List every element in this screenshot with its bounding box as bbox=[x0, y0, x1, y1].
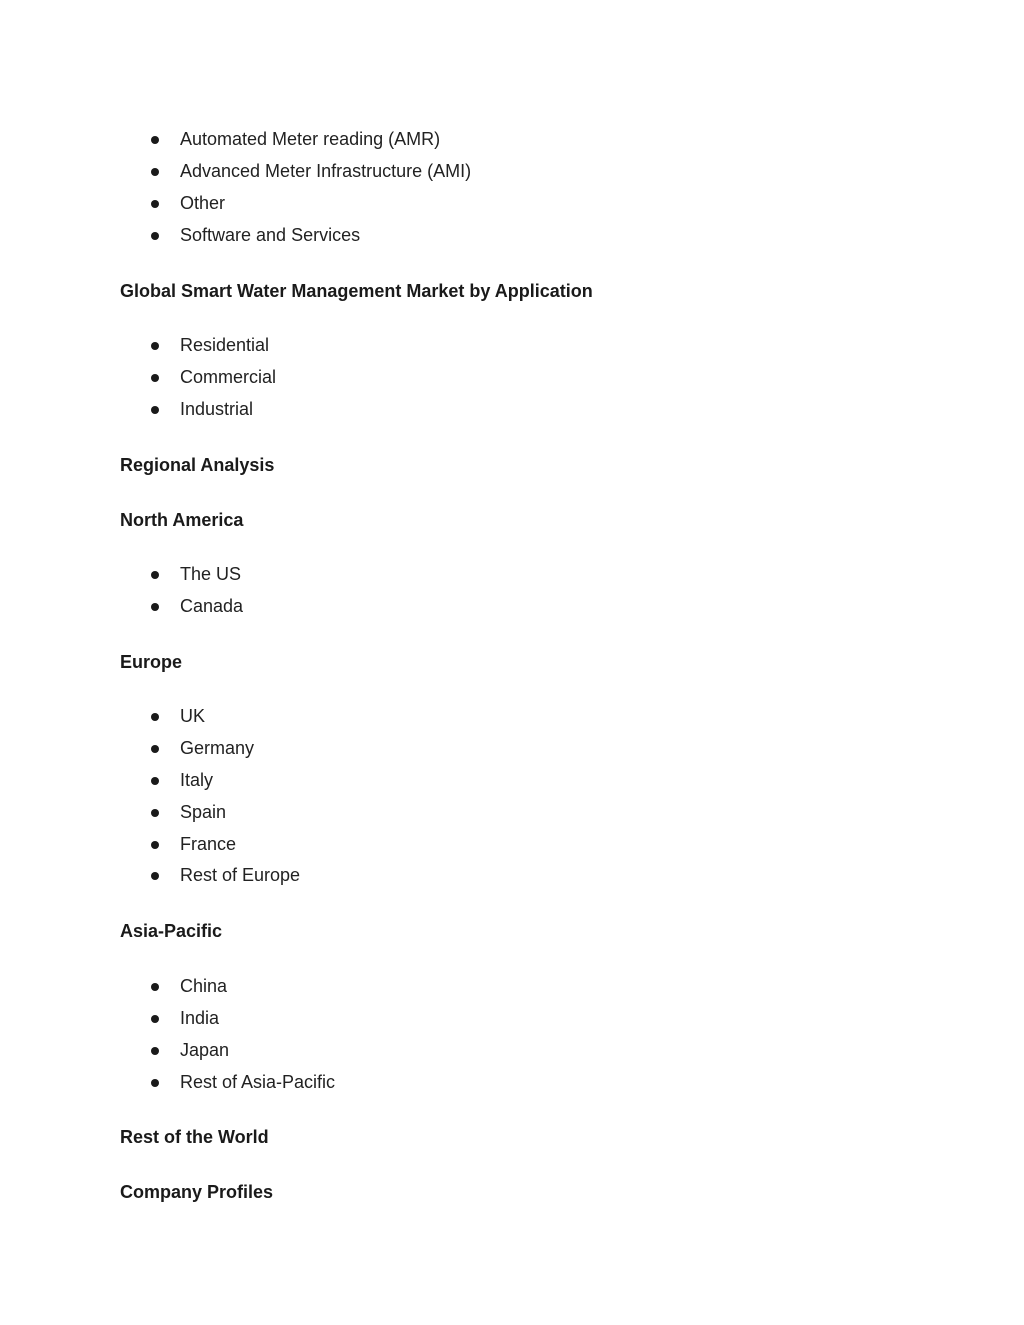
meter-type-list bbox=[0, 124, 471, 252]
list-item-label: Other bbox=[180, 192, 226, 213]
list-item bbox=[0, 330, 276, 362]
company-profiles-heading: Company Profiles bbox=[120, 1182, 274, 1202]
list-item-label: Germany bbox=[180, 737, 255, 758]
bullet-icon bbox=[151, 841, 159, 849]
bullet-icon bbox=[151, 603, 159, 611]
list-item-label: The US bbox=[180, 564, 242, 584]
list-item-label: Italy bbox=[180, 769, 214, 790]
list-item bbox=[0, 220, 471, 252]
list-item-label: France bbox=[180, 833, 237, 854]
list-item-label: India bbox=[180, 1007, 220, 1028]
bullet-icon bbox=[151, 232, 159, 240]
application-heading: Global Smart Water Management Market by Application bbox=[120, 281, 593, 301]
bullet-icon bbox=[151, 983, 159, 991]
list-item-label: Software and Services bbox=[180, 224, 361, 245]
list-item-label: Commercial bbox=[180, 366, 277, 387]
bullet-icon bbox=[151, 713, 159, 721]
bullet-icon bbox=[151, 809, 159, 817]
list-item bbox=[0, 860, 300, 892]
asia-pacific-heading: Asia-Pacific bbox=[120, 921, 223, 941]
list-item bbox=[0, 124, 471, 156]
list-item-label: Residential bbox=[180, 335, 270, 355]
list-item-label: Spain bbox=[180, 801, 227, 822]
list-item bbox=[0, 733, 300, 765]
list-item bbox=[0, 1067, 335, 1099]
bullet-icon bbox=[151, 168, 159, 176]
list-item bbox=[0, 591, 243, 623]
europe-heading: Europe bbox=[120, 652, 183, 672]
list-item-label: China bbox=[180, 976, 228, 996]
list-item bbox=[0, 829, 300, 861]
list-item bbox=[0, 765, 300, 797]
bullet-icon bbox=[151, 1015, 159, 1023]
bullet-icon bbox=[151, 406, 159, 414]
list-item bbox=[0, 797, 300, 829]
list-item-label: Canada bbox=[180, 595, 244, 616]
list-item bbox=[0, 1003, 335, 1035]
list-item bbox=[0, 559, 243, 591]
north-america-heading: North America bbox=[120, 510, 244, 530]
rest-of-world-heading: Rest of the World bbox=[120, 1127, 269, 1147]
list-item-label: Advanced Meter Infrastructure (AMI) bbox=[180, 160, 472, 181]
bullet-icon bbox=[151, 1079, 159, 1087]
list-item bbox=[0, 362, 276, 394]
europe-list bbox=[0, 701, 300, 892]
list-item bbox=[0, 701, 300, 733]
list-item-label: UK bbox=[180, 706, 206, 726]
asia-pacific-list bbox=[0, 971, 335, 1099]
list-item bbox=[0, 188, 471, 220]
north-america-list bbox=[0, 559, 243, 623]
list-item bbox=[0, 1035, 335, 1067]
bullet-icon bbox=[151, 200, 159, 208]
list-item-label: Industrial bbox=[180, 398, 254, 419]
bullet-icon bbox=[151, 1047, 159, 1055]
bullet-icon bbox=[151, 571, 159, 579]
bullet-icon bbox=[151, 872, 159, 880]
list-item-label: Rest of Europe bbox=[180, 865, 301, 886]
list-item bbox=[0, 394, 276, 426]
regional-analysis-heading: Regional Analysis bbox=[120, 455, 275, 475]
list-item-label: Automated Meter reading (AMR) bbox=[180, 129, 441, 149]
bullet-icon bbox=[151, 342, 159, 350]
bullet-icon bbox=[151, 777, 159, 785]
list-item bbox=[0, 156, 471, 188]
bullet-icon bbox=[151, 374, 159, 382]
list-item-label: Japan bbox=[180, 1039, 230, 1060]
list-item bbox=[0, 971, 335, 1003]
bullet-icon bbox=[151, 745, 159, 753]
list-item-label: Rest of Asia-Pacific bbox=[180, 1071, 336, 1092]
bullet-icon bbox=[151, 136, 159, 144]
application-list bbox=[0, 330, 276, 426]
